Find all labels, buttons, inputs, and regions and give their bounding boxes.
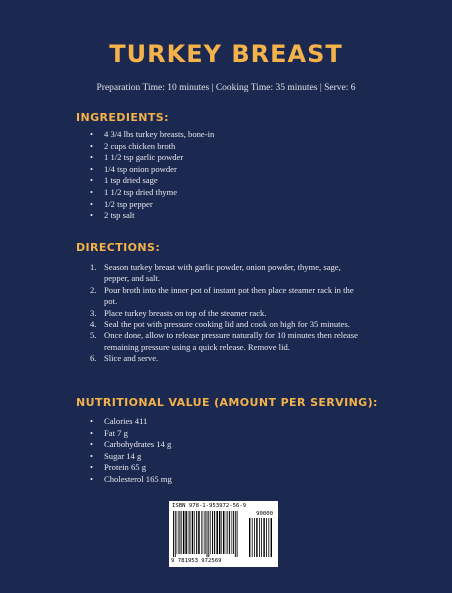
step-text: Pour broth into the inner pot of instant pot then place steamer rack in the pot.	[104, 284, 354, 307]
nutrition-item: • Sugar 14 g	[90, 451, 172, 463]
step-text: Slice and serve.	[104, 353, 159, 364]
direction-step	[90, 330, 360, 353]
directions-heading: DIRECTIONS:	[76, 241, 161, 254]
ingredient-item: • 1 1/2 tsp dried thyme	[90, 187, 214, 199]
nutrition-item: • Calories 411	[90, 416, 172, 428]
direction-step	[90, 285, 360, 308]
step-number: 4.	[90, 319, 97, 330]
step-number: 3.	[90, 307, 97, 318]
step-text: Place turkey breasts on top of the steamer rack.	[104, 307, 267, 318]
ean-number: 9 781953 972569	[171, 558, 222, 564]
ingredient-item: • 4 3/4 lbs turkey breasts, bone-in	[90, 129, 214, 141]
step-number: 5.	[90, 330, 97, 341]
nutrition-item: • Protein 65 g	[90, 462, 172, 474]
nutrition-item: • Carbohydrates 14 g	[90, 439, 172, 451]
step-number: 1.	[90, 262, 97, 272]
ingredient-item: • 1/4 tsp onion powder	[90, 164, 214, 176]
direction-step	[90, 353, 360, 364]
directions-list	[90, 262, 360, 365]
direction-step	[90, 308, 360, 319]
isbn-label: ISBN 978-1-953972-56-9	[172, 503, 247, 509]
step-text: Seal the pot with pressure cooking lid and cook on high for 35 minutes.	[104, 319, 350, 330]
nutrition-heading: NUTRITIONAL VALUE (AMOUNT PER SERVING):	[76, 396, 378, 409]
ingredient-item: • 1 tsp dried sage	[90, 175, 214, 187]
step-text: Once done, allow to release pressure naturally for 10 minutes then release remaining pressure using a quick release. Remove lid.	[104, 330, 358, 352]
recipe-meta: Preparation Time: 10 minutes | Cooking Time: 35 minutes | Serve: 6	[96, 83, 356, 93]
step-text: Season turkey breast with garlic powder, onion powder, thyme, sage, pepper, and salt.	[104, 262, 341, 284]
nutrition-item: • Cholesterol 165 mg	[90, 474, 172, 486]
price-code: 90000	[256, 511, 273, 517]
step-number: 6.	[90, 353, 97, 364]
ingredient-item: • 1 1/2 tsp garlic powder	[90, 152, 214, 164]
ingredients-list	[90, 129, 214, 222]
direction-step	[90, 262, 360, 285]
recipe-title: TURKEY BREAST	[109, 40, 343, 68]
isbn-barcode	[169, 501, 278, 567]
ingredient-item: • 2 cups chicken broth	[90, 141, 214, 153]
ingredient-item: • 1/2 tsp pepper	[90, 199, 214, 211]
nutrition-list	[90, 416, 172, 486]
nutrition-item: • Fat 7 g	[90, 428, 172, 440]
ingredient-item: • 2 tsp salt	[90, 210, 214, 222]
step-number: 2.	[90, 284, 97, 295]
ingredients-heading: INGREDIENTS:	[76, 111, 169, 124]
direction-step	[90, 319, 360, 330]
